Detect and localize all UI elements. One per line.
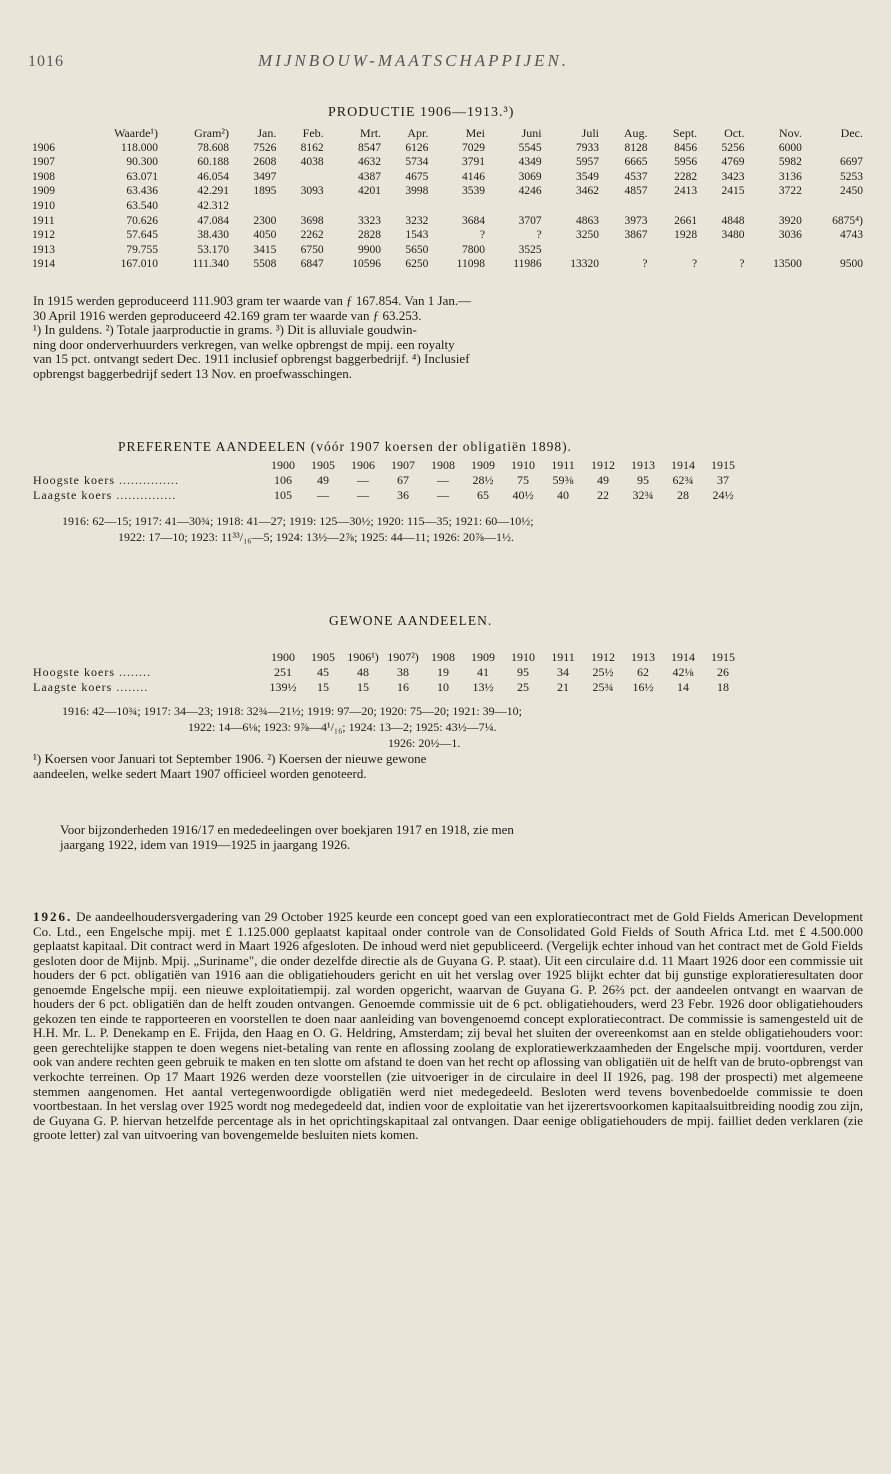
production-value-cell <box>804 199 865 214</box>
production-row <box>30 228 865 243</box>
production-value-cell: 4675 <box>405 170 429 183</box>
production-value-cell: 3480 <box>721 229 745 242</box>
preferred-years-cell: 1915 <box>711 458 735 472</box>
production-value-cell: 4146 <box>461 170 485 183</box>
production-value-cell: 4857 <box>624 185 648 198</box>
preferred-low-cell: 28 <box>677 488 689 502</box>
production-value-cell: 9500 <box>840 258 863 271</box>
production-row <box>30 141 865 156</box>
production-value-cell: 47.084 <box>197 214 230 227</box>
production-value-cell: 2300 <box>253 214 277 227</box>
production-value-cell: 6697 <box>840 156 863 169</box>
preferred-years-cell: 1914 <box>671 458 695 472</box>
production-value-cell: 5982 <box>778 156 802 169</box>
production-value-cell <box>487 199 544 214</box>
production-value-cell: 7526 <box>253 141 277 154</box>
production-value-cell: 11098 <box>456 258 485 271</box>
common-note-line: ¹) Koersen voor Januari tot September 1906. ²) Koersen der nieuwe gewone <box>33 751 427 766</box>
production-row <box>30 155 865 170</box>
production-value-cell: 6000 <box>778 141 802 154</box>
production-value-cell: 4050 <box>253 229 277 242</box>
preferred-range-line-2: 1922: 17—10; 1923: 11³³/₁₆—5; 1924: 13½—2⅞; 1925: 44—11; 1926: 20⅞—1½. <box>118 530 515 544</box>
production-value-cell: 2608 <box>253 156 277 169</box>
page-number: 1016 <box>28 53 64 70</box>
preferred-high-cell: 75 <box>517 473 529 487</box>
production-value-cell: 6126 <box>405 141 429 154</box>
common-low-cell: 21 <box>557 680 569 694</box>
production-value-cell: 3250 <box>576 229 600 242</box>
production-header-cell: Mei <box>465 126 485 140</box>
production-value-cell: 2415 <box>721 185 745 198</box>
preferred-high-cell: 62¾ <box>672 473 694 487</box>
production-value-cell: 42.291 <box>197 185 230 198</box>
preferred-low-cell: 24½ <box>712 488 734 502</box>
common-low-cell: 14 <box>677 680 689 694</box>
common-years-cell: 1908 <box>431 650 455 664</box>
common-years-cell: 1914 <box>671 650 695 664</box>
common-low-cell: 16½ <box>632 680 654 694</box>
production-header-cell: Mrt. <box>360 126 382 140</box>
production-value-cell <box>601 243 649 258</box>
production-value-cell: ? <box>692 258 698 271</box>
production-value-cell <box>278 199 325 214</box>
common-low-cell: 13½ <box>472 680 494 694</box>
production-value-cell <box>544 243 601 258</box>
production-header-cell <box>30 126 76 141</box>
production-value-cell: 1895 <box>253 185 277 198</box>
common-years-cell: 1910 <box>511 650 535 664</box>
production-body <box>30 141 865 272</box>
production-value-cell: 3093 <box>300 185 324 198</box>
production-value-cell: 167.010 <box>120 258 158 271</box>
common-years-cell: 1913 <box>631 650 655 664</box>
production-year-cell: 1906 <box>32 141 55 154</box>
preferred-table <box>33 458 743 503</box>
production-value-cell <box>326 199 383 214</box>
production-year-cell: 1907 <box>32 156 55 169</box>
production-value-cell: 4863 <box>576 214 600 227</box>
production-value-cell: 3136 <box>778 170 802 183</box>
production-value-cell: 53.170 <box>197 243 230 256</box>
production-value-cell: 63.540 <box>126 199 158 212</box>
production-value-cell: 3462 <box>576 185 600 198</box>
production-value-cell: 11986 <box>513 258 542 271</box>
production-row <box>30 257 865 272</box>
production-value-cell <box>430 199 487 214</box>
preferred-years-cell: 1908 <box>431 458 455 472</box>
production-value-cell: 3232 <box>405 214 429 227</box>
production-value-cell <box>699 243 746 258</box>
common-high-cell: 42⅛ <box>672 665 694 679</box>
production-header-cell: Juni <box>521 126 542 140</box>
production-value-cell: 3525 <box>518 243 542 256</box>
preferred-title: PREFERENTE AANDEELEN (vóór 1907 koersen der obligatiën 1898). <box>118 439 572 454</box>
production-value-cell: 10596 <box>352 258 382 271</box>
production-year-cell: 1913 <box>32 243 55 256</box>
production-year-cell: 1910 <box>32 199 55 212</box>
common-range-line-2: 1922: 14—6⅛; 1923: 9⅞—4¹/₁₆; 1924: 13—2; 1925: 43½—7¼. <box>188 720 497 734</box>
preferred-high-cell: 49 <box>597 473 609 487</box>
preferred-low-cell: 40 <box>557 488 569 502</box>
production-value-cell: 8128 <box>624 141 648 154</box>
production-value-cell: 13320 <box>570 258 600 271</box>
production-value-cell: 79.755 <box>126 243 158 256</box>
common-years-row <box>33 650 743 665</box>
production-header-cell: Juli <box>581 126 600 140</box>
production-value-cell: ? <box>739 258 745 271</box>
production-value-cell <box>650 199 700 214</box>
production-note-line: ¹) In guldens. ²) Totale jaarproductie in grams. ³) Dit is alluviale goudwin- <box>33 322 417 338</box>
preferred-high-cell: — <box>437 473 449 487</box>
production-row <box>30 170 865 185</box>
preferred-years-row <box>33 458 743 473</box>
production-header-row <box>30 126 865 141</box>
production-value-cell: 42.312 <box>197 199 230 212</box>
common-low-cell: 15 <box>317 680 329 694</box>
common-row-label: Laagste koers ........ <box>33 680 149 694</box>
production-value-cell: 6665 <box>624 156 648 169</box>
production-value-cell: 57.645 <box>126 229 158 242</box>
production-note-line: 30 April 1916 werden geproduceerd 42.169 gram ter waarde van ƒ 63.253. <box>33 307 422 323</box>
common-years-cell: 1906¹) <box>347 650 379 664</box>
production-value-cell <box>699 199 746 214</box>
production-header-cell: Gram²) <box>194 126 230 140</box>
production-value-cell: 7800 <box>461 243 485 256</box>
preferred-years-cell: 1912 <box>591 458 615 472</box>
production-value-cell: 3791 <box>461 156 485 169</box>
production-value-cell: 2413 <box>674 185 698 198</box>
production-value-cell: 8162 <box>300 141 324 154</box>
production-header-cell: Feb. <box>302 126 324 140</box>
production-value-cell: 3867 <box>624 229 648 242</box>
production-row <box>30 199 865 214</box>
production-value-cell: 3684 <box>461 214 485 227</box>
reference-line: Voor bijzonderheden 1916/17 en mededeelingen over boekjaren 1917 en 1918, zie men <box>60 822 514 837</box>
production-value-cell: 8456 <box>674 141 698 154</box>
preferred-low-cell: 40½ <box>512 488 534 502</box>
production-year-cell: 1908 <box>32 170 55 183</box>
production-value-cell: 5957 <box>576 156 600 169</box>
preferred-years-cell: 1913 <box>631 458 655 472</box>
production-value-cell: 2661 <box>674 214 698 227</box>
common-high-cell: 62 <box>637 665 649 679</box>
production-row <box>30 214 865 229</box>
common-high-cell: 41 <box>477 665 489 679</box>
production-value-cell <box>804 243 865 258</box>
preferred-low-row <box>33 488 743 503</box>
production-value-cell: 111.340 <box>192 258 230 271</box>
production-value-cell: 4848 <box>721 214 745 227</box>
production-value-cell: 7029 <box>461 141 485 154</box>
preferred-years-cell: 1910 <box>511 458 535 472</box>
common-low-cell: 139½ <box>269 680 297 694</box>
production-value-cell: 3069 <box>518 170 542 183</box>
production-value-cell: ? <box>479 229 485 242</box>
common-title: GEWONE AANDEELEN. <box>329 613 493 628</box>
production-value-cell: 3698 <box>300 214 324 227</box>
production-value-cell <box>650 243 700 258</box>
production-value-cell: 6250 <box>405 258 429 271</box>
common-low-cell: 25 <box>517 680 529 694</box>
preferred-high-cell: 49 <box>317 473 329 487</box>
common-note-line: aandeelen, welke sedert Maart 1907 officieel worden genoteerd. <box>33 765 367 781</box>
production-value-cell: 3973 <box>624 214 648 227</box>
common-table <box>33 650 743 695</box>
production-value-cell: 2450 <box>840 185 863 198</box>
common-low-cell: 16 <box>397 680 409 694</box>
production-value-cell <box>278 170 325 185</box>
preferred-high-cell: 106 <box>274 473 292 487</box>
common-years-cell: 1915 <box>711 650 735 664</box>
common-years-cell: 1912 <box>591 650 615 664</box>
production-value-cell: 5253 <box>840 170 863 183</box>
production-value-cell: 9900 <box>358 243 382 256</box>
preferred-years-cell: 1906 <box>351 458 375 472</box>
preferred-row-label <box>33 458 263 473</box>
preferred-years-cell: 1907 <box>391 458 415 472</box>
common-range-line-1: 1916: 42—10¾; 1917: 34—23; 1918: 32¾—21½; 1919: 97—20; 1920: 75—20; 1921: 39—10; <box>62 704 523 718</box>
common-high-cell: 26 <box>717 665 729 679</box>
production-year-cell: 1912 <box>32 229 55 242</box>
common-low-row <box>33 680 743 695</box>
production-note-line: In 1915 werden geproduceerd 111.903 gram ter waarde van ƒ 167.854. Van 1 Jan.— <box>33 293 472 308</box>
production-header-cell: Jan. <box>257 126 277 140</box>
production-value-cell: ? <box>642 258 648 271</box>
production-value-cell <box>544 199 601 214</box>
common-years-cell: 1911 <box>551 650 575 664</box>
preferred-low-cell: 32¾ <box>632 488 654 502</box>
production-value-cell: 8547 <box>358 141 382 154</box>
common-notes <box>33 752 863 781</box>
common-high-cell: 25½ <box>592 665 614 679</box>
production-notes <box>33 294 863 382</box>
running-title: MIJNBOUW-MAATSCHAPPIJEN. <box>258 51 570 70</box>
preferred-low-cell: — <box>357 488 369 502</box>
production-year-cell: 1909 <box>32 185 55 198</box>
production-value-cell: 3497 <box>253 170 277 183</box>
common-high-cell: 38 <box>397 665 409 679</box>
production-value-cell: 3415 <box>253 243 277 256</box>
production-value-cell: 2282 <box>674 170 698 183</box>
production-value-cell: 4387 <box>358 170 382 183</box>
production-value-cell: 3036 <box>778 229 802 242</box>
common-row-label <box>33 650 263 665</box>
production-value-cell: 5650 <box>405 243 429 256</box>
common-years-cell: 1900 <box>271 650 295 664</box>
production-title: PRODUCTIE 1906—1913.³) <box>328 105 515 120</box>
common-low-cell: 18 <box>717 680 729 694</box>
preferred-row-label: Laagste koers ............... <box>33 488 177 502</box>
preferred-years-cell: 1911 <box>551 458 575 472</box>
common-high-cell: 19 <box>437 665 449 679</box>
common-range-line-3: 1926: 20½—1. <box>388 736 461 750</box>
production-value-cell: 4632 <box>358 156 382 169</box>
production-note-line: van 15 pct. ontvangt sedert Dec. 1911 inclusief opbrengst baggerbedrijf. ⁴) Inclusief <box>33 351 470 367</box>
preferred-high-cell: 37 <box>717 473 729 487</box>
common-low-cell: 10 <box>437 680 449 694</box>
production-header-cell: Sept. <box>672 126 698 140</box>
production-row <box>30 184 865 199</box>
preferred-high-cell: 28½ <box>472 473 494 487</box>
production-value-cell: 6847 <box>300 258 324 271</box>
production-value-cell: 4349 <box>518 156 542 169</box>
production-value-cell: 60.188 <box>197 156 230 169</box>
production-value-cell: 4246 <box>518 185 542 198</box>
preferred-years-cell: 1905 <box>311 458 335 472</box>
production-value-cell: 3423 <box>721 170 745 183</box>
production-header-cell: Apr. <box>407 126 429 140</box>
common-low-cell: 25¾ <box>592 680 614 694</box>
production-value-cell: 1543 <box>405 229 429 242</box>
production-header-cell: Aug. <box>623 126 648 140</box>
common-row-label: Hoogste koers ........ <box>33 665 151 679</box>
production-value-cell: 4038 <box>300 156 324 169</box>
production-value-cell: 2828 <box>358 229 382 242</box>
preferred-low-cell: 105 <box>274 488 292 502</box>
production-value-cell: 5545 <box>518 141 542 154</box>
production-value-cell: 5734 <box>405 156 429 169</box>
production-value-cell: 46.054 <box>197 170 230 183</box>
reference-line: jaargang 1922, idem van 1919—1925 in jaargang 1926. <box>60 836 351 852</box>
common-low-cell: 15 <box>357 680 369 694</box>
common-years-cell: 1909 <box>471 650 495 664</box>
preferred-years-cell: 1900 <box>271 458 295 472</box>
production-value-cell: 78.608 <box>197 141 230 154</box>
reference-paragraph <box>60 823 863 852</box>
common-high-row <box>33 665 743 680</box>
preferred-high-cell: — <box>357 473 369 487</box>
preferred-low-cell: 36 <box>397 488 409 502</box>
production-value-cell: 2262 <box>300 229 324 242</box>
preferred-high-row <box>33 473 743 488</box>
production-value-cell: 7933 <box>576 141 600 154</box>
preferred-years-cell: 1909 <box>471 458 495 472</box>
production-value-cell <box>746 243 803 258</box>
production-value-cell: 3707 <box>518 214 542 227</box>
production-value-cell: 4769 <box>721 156 745 169</box>
production-value-cell: 3722 <box>778 185 802 198</box>
report-year-lead: 1926. <box>33 909 73 924</box>
preferred-high-cell: 67 <box>397 473 409 487</box>
report-text: De aandeelhoudersvergadering van 29 October 1925 keurde een concept goed van een exploratiecontract met de Gold Fields American Development Co. Ltd., een Engelsche mpij. met £ 1.125.000 geplaatst kapitaal onder controle van de Consolidated Gold Fields of South Africa Ltd. met £ 4.500.000 geplaatst kapitaal. Dit contract werd in Maart 1926 afgesloten. De inhoud werd niet gepubliceerd. (Vergelijk echter inhoud van het contract met de Gold Fields gesloten door de Mijnb. Mpij. „Suriname", die onder dezelfde directie als de Guyana G. P. staat). Uit een circulaire d.d. 11 Maart 1926 door een commissie uit houders der 6 pct. obligatiën van 1916 aan die obligatiehouders gericht en uit het verslag over 1925 blijkt echter dat bij gunstige exploratieresultaten door genoemde Engelsche mpij. een nieuwe exploitatiempij. zal worden opgericht, waarvan de Guyana G. P. 26⅔ pct. der aandeelen ontvangt en waarvan de houders der 6 pct. obligatiën dan de helft zouden ontvangen. Genoemde commissie uit de 6 pct. obligatiehouders, werd 23 Febr. 1926 door obligatiehouders gekozen ten einde te rapporteeren en voorstellen te doen naar aanleiding van bovengenoemd concept exploratiecontract. De commissie is samengesteld uit de H.H. Mr. L. P. Denekamp en E. Frijda, den Haag en O. G. Heldring, Amsterdam; zij beval het sluiten der overeenkomst aan en stelde obligatiehouders voor: geen gerechtelijke stappen te doen wegens niet-betaling van rente en aflossing zoolang de exploratiewerkzaamheden der Engelsche mpij. voortduren, verder ook van andere rechten geen gebruik te maken en ten slotte om afstand te doen van het recht op aflossing van obligatiën uit de helft van de bruto-opbrengst van verkochte terreinen. Op 17 Maart 1926 werden deze voorstellen (zie uitvoeriger in de circulaire in deel II 1926, pag. 198 der prospecti) met algemeene stemmen aangenomen. Het aantal vertegenwoordigde obligatiën werd niet medegedeeld. Besloten werd tevens bovenbedoelde commissie te doen voortbestaan. In het verslag over 1925 wordt nog medegedeeld dat, indien voor de exploitatie van het ijzerertsvoorkomen kapitaalsuitbreiding noodig zou zijn, de Guyana G. P. hiervan hetzelfde percentage als in het oprichtingskapitaal zal ontvangen. Daar eenige obligatiehouders de mpij. failliet deden verklaren (zie groote letter) zal van uitvoering van bovengemelde besluiten niets komen. <box>33 909 864 1143</box>
preferred-low-cell: 65 <box>477 488 489 502</box>
preferred-high-cell: 95 <box>637 473 649 487</box>
preferred-low-cell: 22 <box>597 488 609 502</box>
production-value-cell: 4537 <box>624 170 648 183</box>
production-value-cell: 1928 <box>674 229 698 242</box>
production-note-line: opbrengst baggerbedrijf sedert 13 Nov. en proefwasschingen. <box>33 365 353 381</box>
preferred-row-label: Hoogste koers ............... <box>33 473 179 487</box>
production-value-cell: 63.071 <box>126 170 158 183</box>
production-value-cell <box>383 199 430 214</box>
common-high-cell: 251 <box>274 665 292 679</box>
production-table <box>30 126 865 272</box>
common-high-cell: 95 <box>517 665 529 679</box>
production-value-cell: 3998 <box>405 185 429 198</box>
production-value-cell: 13500 <box>773 258 802 271</box>
production-value-cell: 3549 <box>576 170 600 183</box>
common-high-cell: 34 <box>557 665 569 679</box>
production-year-cell: 1911 <box>32 214 55 227</box>
production-value-cell: 6750 <box>300 243 324 256</box>
production-row <box>30 243 865 258</box>
preferred-range-line-1: 1916: 62—15; 1917: 41—30¾; 1918: 41—27; 1919: 125—30½; 1920: 115—35; 1921: 60—10½; <box>62 514 534 528</box>
production-value-cell: ? <box>536 229 542 242</box>
production-value-cell: 5256 <box>721 141 745 154</box>
production-header-cell: Waarde¹) <box>114 126 158 140</box>
production-value-cell: 4201 <box>358 185 382 198</box>
production-value-cell: 3920 <box>778 214 802 227</box>
production-note-line: ning door onderverhuurders verkregen, van welke opbrengst de mpij. een royalty <box>33 336 455 352</box>
production-value-cell: 5956 <box>674 156 698 169</box>
report-paragraph <box>33 910 863 1143</box>
preferred-low-cell: — <box>317 488 329 502</box>
production-value-cell: 90.300 <box>126 156 158 169</box>
production-year-cell: 1914 <box>32 258 55 271</box>
production-header-cell: Oct. <box>724 126 745 140</box>
production-value-cell: 3539 <box>461 185 485 198</box>
production-value-cell: 118.000 <box>121 141 158 154</box>
production-value-cell: 38.430 <box>197 229 230 242</box>
common-high-cell: 45 <box>317 665 329 679</box>
production-value-cell: 63.436 <box>126 185 158 198</box>
production-value-cell: 5508 <box>253 258 277 271</box>
production-header-cell: Dec. <box>840 126 863 140</box>
common-years-cell: 1905 <box>311 650 335 664</box>
common-high-cell: 48 <box>357 665 369 679</box>
production-value-cell <box>804 141 865 156</box>
preferred-high-cell: 59⅜ <box>552 473 574 487</box>
production-value-cell: 3323 <box>358 214 382 227</box>
production-header-cell: Nov. <box>778 126 802 140</box>
common-years-cell: 1907²) <box>387 650 419 664</box>
preferred-low-cell: — <box>437 488 449 502</box>
production-value-cell: 4743 <box>840 229 863 242</box>
production-value-cell <box>231 199 278 214</box>
production-value-cell <box>746 199 803 214</box>
production-value-cell: 6875⁴) <box>832 214 863 227</box>
production-value-cell <box>601 199 649 214</box>
production-value-cell: 70.626 <box>126 214 158 227</box>
